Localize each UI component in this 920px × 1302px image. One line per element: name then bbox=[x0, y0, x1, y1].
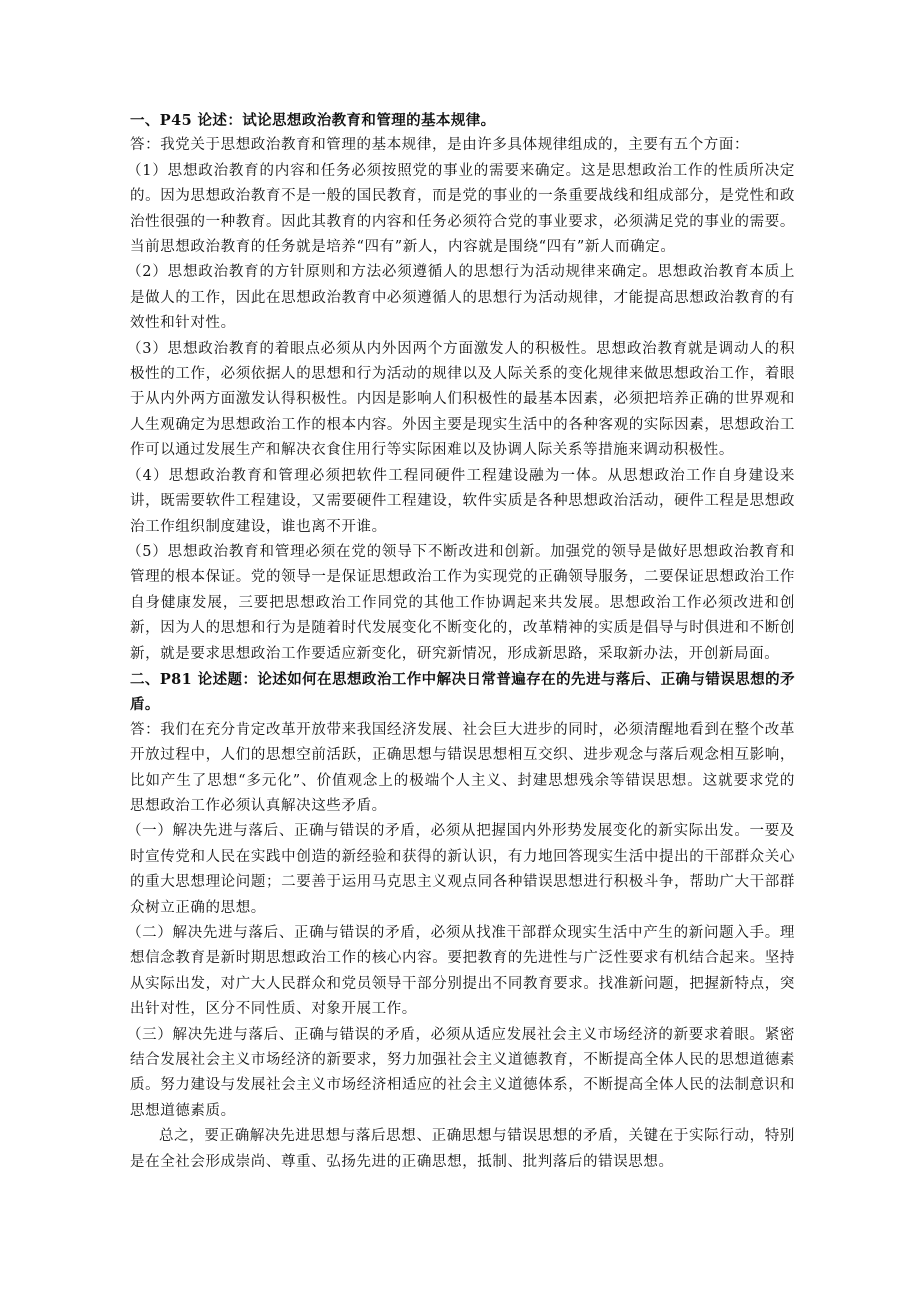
section-2-point-2: （二）解决先进与落后、正确与错误的矛盾，必须从找准干部群众现实生活中产生的新问题入手。理想信念教育是新时期思想政治工作的核心内容。要把教育的先进性与广泛性要求有机结合起来。坚持从实际出发，对广大人民群众和党员领导干部分别提出不同教育要求。找准新问题，把握新特点，突出针对性，区分不同性质、对象开展工作。 bbox=[127, 925, 795, 1018]
section-2-conclusion: 总之，要正确解决先进思想与落后思想、正确思想与错误思想的矛盾，关键在于实际行动，特别是在全社会形成崇尚、尊重、弘扬先进的正确思想，抵制、批判落后的错误思想。 bbox=[130, 1128, 795, 1170]
section-2-answer-intro: 答：我们在充分肯定改革开放带来我国经济发展、社会巨大进步的同时，必须清醒地看到在整个改革开放过程中，人们的思想空前活跃，正确思想与错误思想相互交织、进步观念与落后观念相互影响，比如产生了思想“多元化”、价值观念上的极端个人主义、封建思想残余等错误思想。这就要求党的思想政治工作必须认真解决这些矛盾。 bbox=[130, 721, 795, 814]
section-1-point-5: （5）思想政治教育和管理必须在党的领导下不断改进和创新。加强党的领导是做好思想政治教育和管理的根本保证。党的领导一是保证思想政治工作为实现党的正确领导服务，二要保证思想政治工作自身健康发展，三要把思想政治工作同党的其他工作协调起来共发展。思想政治工作必须改进和创新，因为人的思想和行为是随着时代发展变化不断变化的，改革精神的实质是倡导与时俱进和不断创新，就是要求思想政治工作要适应新变化，研究新情况，形成新思路，采取新办法，开创新局面。 bbox=[127, 543, 795, 662]
section-1-point-2: （2）思想政治教育的方针原则和方法必须遵循人的思想行为活动规律来确定。思想政治教育本质上是做人的工作，因此在思想政治教育中必须遵循人的思想行为活动规律，才能提高思想政治教育的有效性和针对性。 bbox=[127, 264, 795, 332]
section-1-answer-intro: 答：我党关于思想政治教育和管理的基本规律，是由许多具体规律组成的，主要有五个方面： bbox=[130, 137, 750, 154]
section-1-point-4: （4）思想政治教育和管理必须把软件工程同硬件工程建设融为一体。从思想政治工作自身建设来讲，既需要软件工程建设，又需要硬件工程建设，软件实质是各种思想政治活动，硬件工程是思想政治工作组织制度建设，谁也离不开谁。 bbox=[127, 467, 795, 535]
section-2-point-3: （三）解决先进与落后、正确与错误的矛盾，必须从适应发展社会主义市场经济的新要求着眼。紧密结合发展社会主义市场经济的新要求，努力加强社会主义道德教育，不断提高全体人民的思想道德素质。努力建设与发展社会主义市场经济相适应的社会主义道德体系，不断提高全体人民的法制意识和思想道德素质。 bbox=[127, 1026, 795, 1119]
section-1-point-3: （3）思想政治教育的着眼点必须从内外因两个方面激发人的积极性。思想政治教育就是调动人的积极性的工作，必须依据人的思想和行为活动的规律以及人际关系的变化规律来做思想政治工作，着眼于从内外两方面激发认得积极性。内因是影响人们积极性的最基本因素，必须把培养正确的世界观和人生观确定为思想政治工作的根本内容。外因主要是现实生活中的各种客观的实际因素，思想政治工作可以通过发展生产和解决衣食住用行等实际困难以及协调人际关系等措施来调动积极性。 bbox=[127, 340, 795, 459]
section-1-heading: 一、P45 论述：试论思想政治教育和管理的基本规律。 bbox=[130, 112, 496, 129]
section-2-heading: 二、P81 论述题：论述如何在思想政治工作中解决日常普遍存在的先进与落后、正确与错误思想的矛盾。 bbox=[130, 670, 795, 714]
section-2-point-1: （一）解决先进与落后、正确与错误的矛盾，必须从把握国内外形势发展变化的新实际出发。一要及时宣传党和人民在实践中创造的新经验和获得的新认识，有力地回答现实生活中提出的干部群众关心的重大思想理论问题；二要善于运用马克思主义观点同各种错误思想进行积极斗争，帮助广大干部群众树立正确的思想。 bbox=[127, 823, 795, 916]
document-page bbox=[127, 108, 795, 1175]
section-1-point-1: （1）思想政治教育的内容和任务必须按照党的事业的需要来确定。这是思想政治工作的性质所决定的。因为思想政治教育不是一般的国民教育，而是党的事业的一条重要战线和组成部分，是党性和政治性很强的一种教育。因此其教育的内容和任务必须符合党的事业要求，必须满足党的事业的需要。当前思想政治教育的任务就是培养“四有”新人，内容就是围绕“四有”新人而确定。 bbox=[127, 162, 795, 256]
